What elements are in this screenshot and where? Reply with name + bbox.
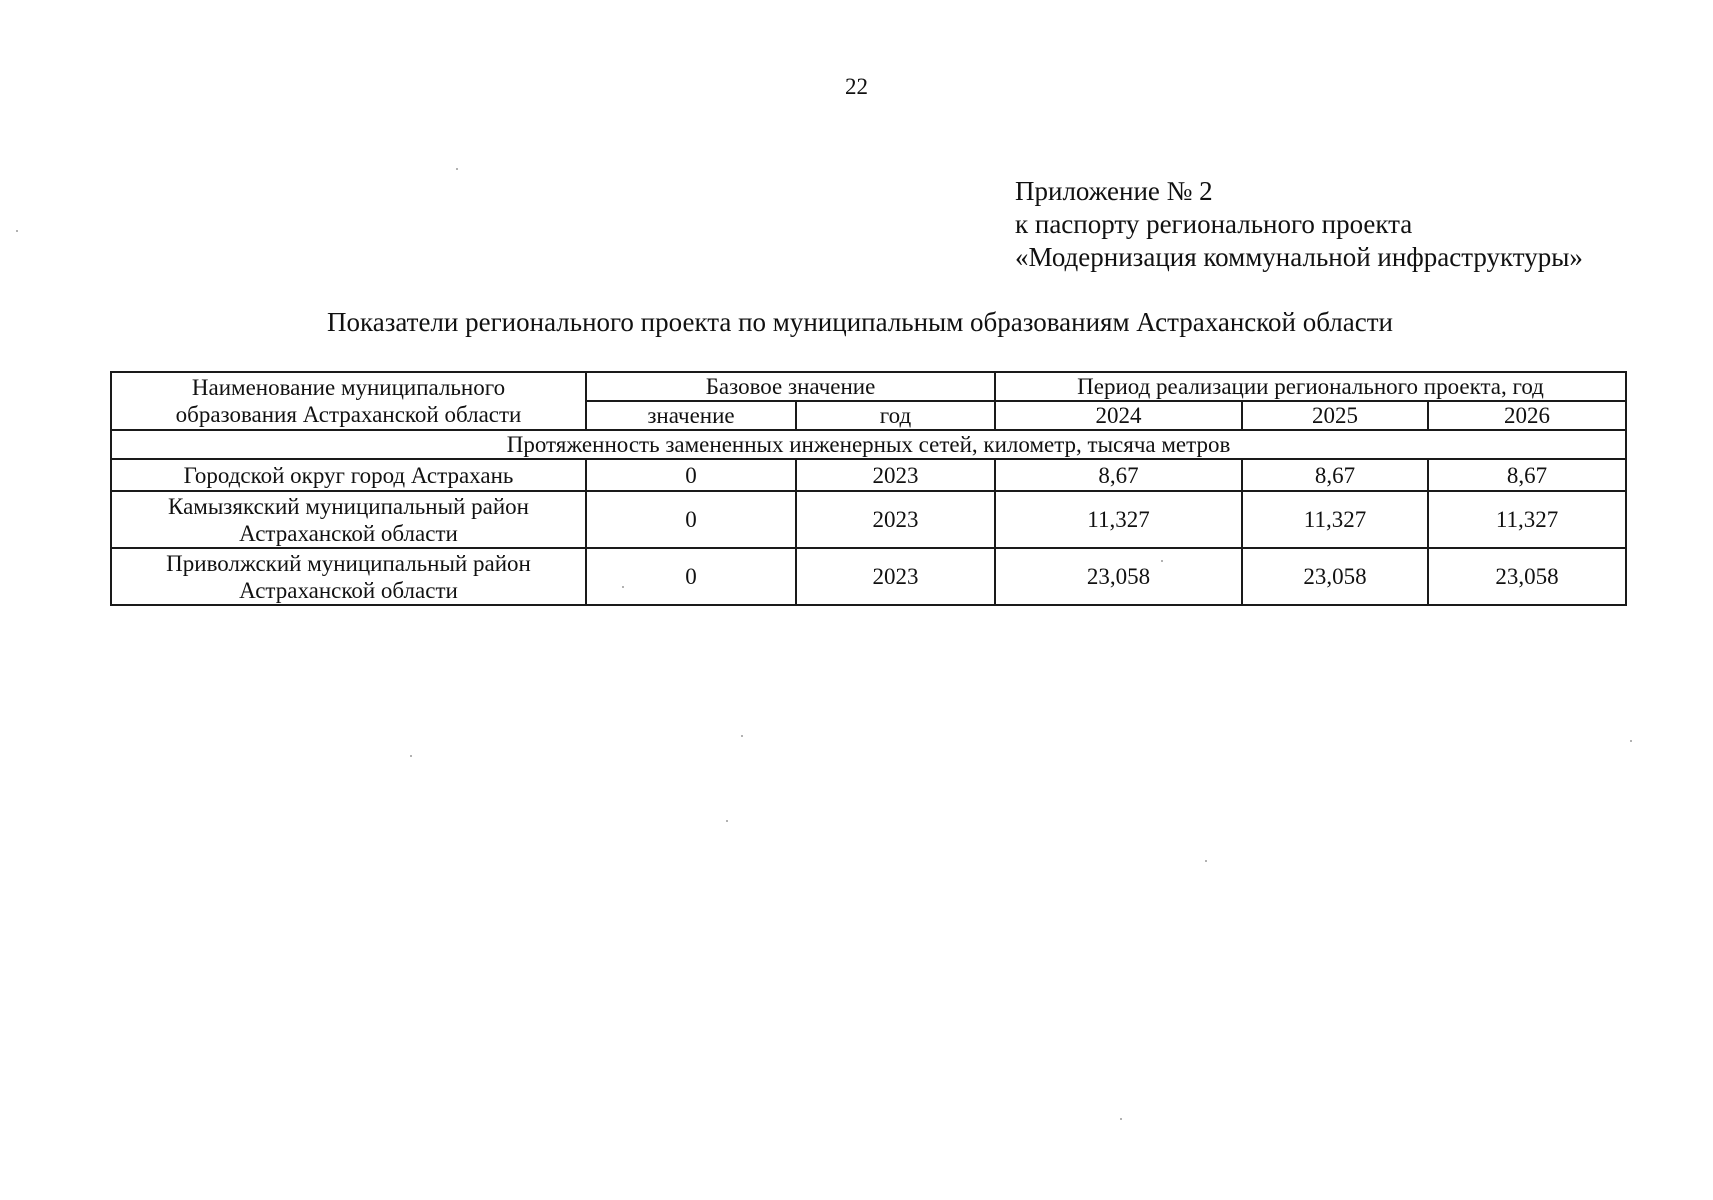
scan-speck	[1120, 1118, 1122, 1120]
row-name-line-1: Камызякский муниципальный район	[168, 493, 529, 519]
appendix-caption	[1015, 175, 1583, 274]
row-name-line-2: Астраханской области	[239, 520, 458, 546]
row-value-2026: 8,67	[1428, 459, 1626, 491]
row-value-2025: 11,327	[1242, 491, 1428, 548]
scan-speck	[1630, 740, 1632, 742]
row-name-line-2: Астраханской области	[239, 577, 458, 603]
table-row	[111, 548, 1626, 605]
appendix-line-2: к паспорту регионального проекта	[1015, 209, 1413, 239]
header-base-value: Базовое значение	[586, 372, 995, 401]
row-base-value: 0	[586, 459, 796, 491]
page-number: 22	[845, 74, 868, 99]
scan-speck	[16, 230, 18, 232]
section-row	[111, 430, 1626, 459]
scan-speck	[622, 586, 624, 588]
row-base-year: 2023	[796, 459, 995, 491]
row-value-2025: 23,058	[1242, 548, 1428, 605]
scan-speck	[456, 168, 458, 170]
row-value-2026: 11,327	[1428, 491, 1626, 548]
header-row-1	[111, 372, 1626, 401]
row-municipality-name	[111, 548, 586, 605]
header-year-2024: 2024	[995, 401, 1242, 430]
row-base-value: 0	[586, 491, 796, 548]
header-municipality-line-1: Наименование муниципального	[191, 375, 506, 400]
row-municipality-name	[111, 459, 586, 491]
header-base-value-sub: значение	[586, 401, 796, 430]
header-municipality	[111, 372, 586, 430]
appendix-line-3: «Модернизация коммунальной инфраструктуры»	[1015, 242, 1583, 272]
row-name-line-1: Приволжский муниципальный район	[166, 550, 531, 576]
section-title: Протяженность замененных инженерных сетей, километр, тысяча метров	[111, 430, 1626, 459]
scan-speck	[1161, 560, 1163, 562]
table-row	[111, 491, 1626, 548]
header-base-year-sub: год	[796, 401, 995, 430]
scan-speck	[410, 755, 412, 757]
row-value-2026: 23,058	[1428, 548, 1626, 605]
row-name-line-1: Городской округ город Астрахань	[183, 462, 514, 488]
header-period: Период реализации регионального проекта, год	[995, 372, 1626, 401]
scan-speck	[741, 735, 743, 737]
header-year-2025: 2025	[1242, 401, 1428, 430]
document-title: Показатели регионального проекта по муниципальным образованиям Астраханской области	[327, 307, 1393, 337]
table-row	[111, 459, 1626, 491]
scan-speck	[726, 820, 728, 822]
appendix-line-1: Приложение № 2	[1015, 176, 1213, 206]
row-base-year: 2023	[796, 491, 995, 548]
row-value-2025: 8,67	[1242, 459, 1428, 491]
scan-speck	[1205, 860, 1207, 862]
indicators-table	[110, 371, 1627, 606]
header-municipality-line-2: образования Астраханской области	[175, 402, 522, 427]
row-value-2024: 11,327	[995, 491, 1242, 548]
row-value-2024: 23,058	[995, 548, 1242, 605]
row-base-value: 0	[586, 548, 796, 605]
row-municipality-name	[111, 491, 586, 548]
header-year-2026: 2026	[1428, 401, 1626, 430]
row-value-2024: 8,67	[995, 459, 1242, 491]
row-base-year: 2023	[796, 548, 995, 605]
